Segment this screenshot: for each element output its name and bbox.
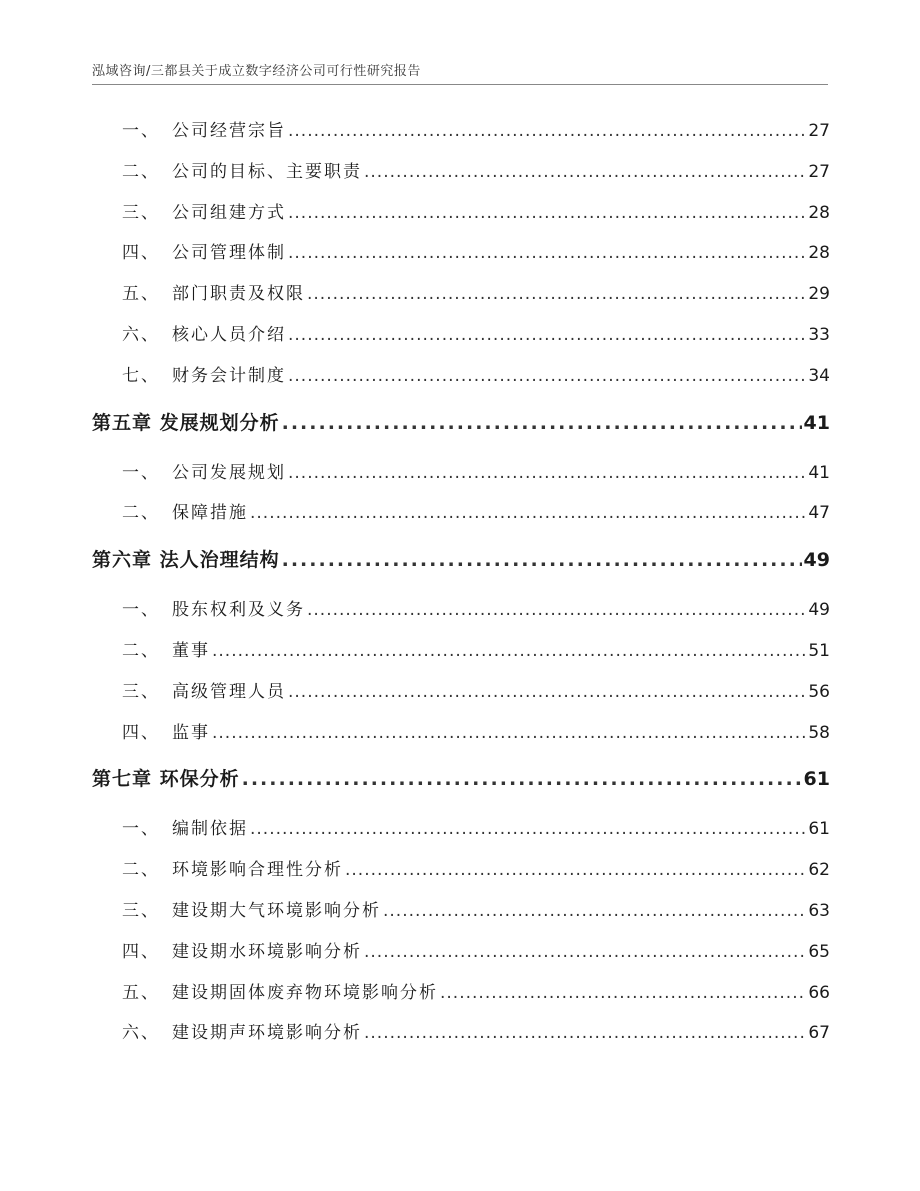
toc-entry-number: 四、 xyxy=(122,722,160,743)
toc-entry-title: 公司发展规划 xyxy=(172,462,286,483)
toc-entry-title: 建设期大气环境影响分析 xyxy=(172,900,381,921)
toc-entry-number: 一、 xyxy=(122,462,160,483)
toc-entry-page-number: 29 xyxy=(808,284,830,305)
toc-entry-title: 编制依据 xyxy=(172,819,248,840)
toc-entry-title: 公司管理体制 xyxy=(172,243,286,264)
toc-section-entry[interactable] xyxy=(92,116,830,157)
toc-entry-number: 一、 xyxy=(122,819,160,840)
toc-entry-number: 六、 xyxy=(122,324,160,345)
toc-entry-page-number: 28 xyxy=(808,202,830,223)
toc-section-entry[interactable] xyxy=(92,855,830,896)
toc-entry-number: 二、 xyxy=(122,503,160,524)
toc-entry-page-number: 56 xyxy=(808,681,830,702)
toc-entry-title: 高级管理人员 xyxy=(172,681,286,702)
toc-entry-page-number: 63 xyxy=(808,900,830,921)
toc-section-entry[interactable] xyxy=(92,636,830,677)
toc-entry-page-number: 65 xyxy=(808,941,830,962)
toc-section-entry[interactable] xyxy=(92,677,830,718)
toc-entry-number: 三、 xyxy=(122,681,160,702)
toc-entry-page-number: 51 xyxy=(808,640,830,661)
toc-section-entry[interactable] xyxy=(92,320,830,361)
toc-dot-leader xyxy=(307,284,806,304)
toc-entry-number: 五、 xyxy=(122,284,160,305)
toc-dot-leader xyxy=(282,412,802,434)
toc-entry-page-number: 28 xyxy=(808,243,830,264)
toc-section-entry[interactable] xyxy=(92,814,830,855)
toc-dot-leader xyxy=(383,901,806,921)
toc-section-entry[interactable] xyxy=(92,978,830,1019)
toc-entry-title: 核心人员介绍 xyxy=(172,324,286,345)
toc-entry-number: 三、 xyxy=(122,202,160,223)
toc-dot-leader xyxy=(364,162,806,182)
toc-dot-leader xyxy=(288,366,806,386)
toc-dot-leader xyxy=(288,203,806,223)
toc-dot-leader xyxy=(282,549,802,571)
toc-section-entry[interactable] xyxy=(92,361,830,402)
toc-entry-page-number: 67 xyxy=(808,1023,830,1044)
toc-section-entry[interactable] xyxy=(92,279,830,320)
toc-entry-page-number: 33 xyxy=(808,324,830,345)
toc-entry-number: 一、 xyxy=(122,121,160,141)
toc-section-entry[interactable] xyxy=(92,238,830,279)
toc-entry-number: 三、 xyxy=(122,900,160,921)
toc-entry-number: 二、 xyxy=(122,860,160,881)
toc-entry-page-number: 66 xyxy=(808,982,830,1003)
toc-entry-title: 公司经营宗旨 xyxy=(172,121,286,141)
toc-entry-page-number: 47 xyxy=(808,503,830,524)
toc-section-entry[interactable] xyxy=(92,718,830,759)
toc-entry-number: 二、 xyxy=(122,640,160,661)
toc-dot-leader xyxy=(288,121,806,141)
toc-chapter-entry[interactable] xyxy=(92,408,830,452)
toc-section-entry[interactable] xyxy=(92,937,830,978)
toc-entry-page-number: 34 xyxy=(808,365,830,386)
toc-entry-page-number: 41 xyxy=(803,411,830,434)
toc-entry-title: 董事 xyxy=(172,640,210,661)
header-divider xyxy=(92,84,828,85)
toc-dot-leader xyxy=(250,503,806,523)
toc-dot-leader xyxy=(288,243,806,263)
toc-chapter-entry[interactable] xyxy=(92,545,830,589)
toc-dot-leader xyxy=(440,983,806,1003)
toc-entry-page-number: 41 xyxy=(808,462,830,483)
toc-entry-number: 二、 xyxy=(122,161,160,182)
toc-dot-leader xyxy=(288,325,806,345)
toc-dot-leader xyxy=(212,723,806,743)
toc-entry-number: 一、 xyxy=(122,600,160,621)
toc-dot-leader xyxy=(364,1023,806,1043)
toc-entry-title: 建设期水环境影响分析 xyxy=(172,941,362,962)
toc-entry-number: 四、 xyxy=(122,243,160,264)
toc-section-entry[interactable] xyxy=(92,498,830,539)
toc-chapter-entry[interactable] xyxy=(92,764,830,808)
toc-entry-title: 建设期固体废弃物环境影响分析 xyxy=(172,982,438,1003)
toc-entry-page-number: 49 xyxy=(803,549,830,572)
toc-entry-number: 四、 xyxy=(122,941,160,962)
toc-entry-page-number: 27 xyxy=(808,161,830,182)
toc-entry-number: 六、 xyxy=(122,1023,160,1044)
running-header: 泓域咨询/三都县关于成立数字经济公司可行性研究报告 xyxy=(92,64,421,79)
toc-entry-title: 监事 xyxy=(172,722,210,743)
toc-entry-title: 部门职责及权限 xyxy=(172,284,305,305)
toc-entry-page-number: 61 xyxy=(803,768,830,791)
toc-section-entry[interactable] xyxy=(92,595,830,636)
toc-dot-leader xyxy=(364,942,806,962)
toc-entry-title: 环境影响合理性分析 xyxy=(172,860,343,881)
toc-dot-leader xyxy=(288,682,806,702)
toc-entry-title: 保障措施 xyxy=(172,503,248,524)
toc-entry-number: 五、 xyxy=(122,982,160,1003)
toc-dot-leader xyxy=(212,641,806,661)
toc-entry-page-number: 62 xyxy=(808,860,830,881)
toc-section-entry[interactable] xyxy=(92,896,830,937)
toc-entry-page-number: 61 xyxy=(808,819,830,840)
toc-entry-title: 股东权利及义务 xyxy=(172,600,305,621)
toc-entry-title: 建设期声环境影响分析 xyxy=(172,1023,362,1044)
toc-entry-title: 公司的目标、主要职责 xyxy=(172,161,362,182)
toc-section-entry[interactable] xyxy=(92,157,830,198)
toc-dot-leader xyxy=(250,819,806,839)
toc-section-entry[interactable] xyxy=(92,458,830,499)
toc-entry-title: 财务会计制度 xyxy=(172,365,286,386)
toc-section-entry[interactable] xyxy=(92,1018,830,1059)
toc-entry-title: 第六章 法人治理结构 xyxy=(92,549,280,572)
toc-entry-number: 七、 xyxy=(122,365,160,386)
toc-section-entry[interactable] xyxy=(92,198,830,239)
toc-entry-title: 第七章 环保分析 xyxy=(92,768,240,791)
toc-dot-leader xyxy=(307,600,806,620)
toc-dot-leader xyxy=(288,463,806,483)
toc-dot-leader xyxy=(242,768,802,790)
toc-dot-leader xyxy=(345,860,806,880)
toc-entry-page-number: 27 xyxy=(808,121,830,141)
toc-entry-page-number: 49 xyxy=(808,600,830,621)
toc-entry-title: 公司组建方式 xyxy=(172,202,286,223)
table-of-contents xyxy=(92,116,830,1059)
toc-entry-title: 第五章 发展规划分析 xyxy=(92,411,280,434)
toc-entry-page-number: 58 xyxy=(808,722,830,743)
